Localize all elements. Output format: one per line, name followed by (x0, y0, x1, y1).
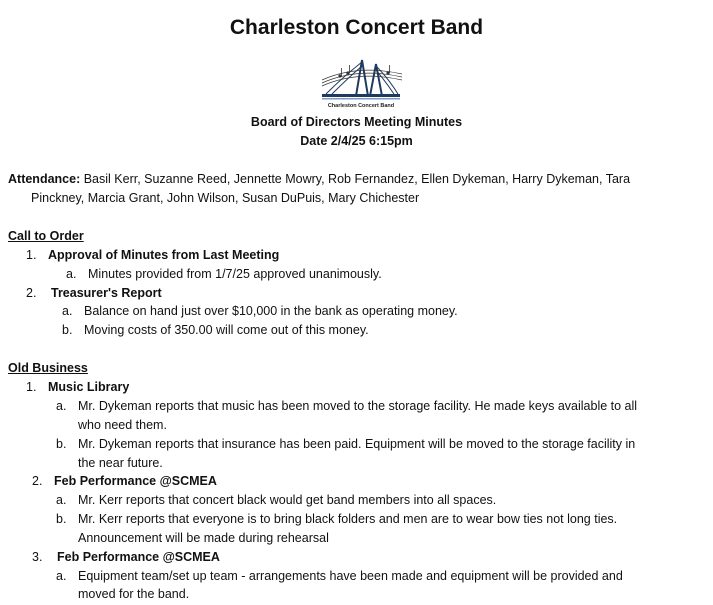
section-heading-old-business: Old Business (8, 361, 88, 375)
attendance-label: Attendance: (8, 172, 81, 186)
meeting-date: Date 2/4/25 6:15pm (300, 134, 413, 148)
agenda-item-title: Feb Performance @SCMEA (54, 474, 217, 488)
sub-item-text-cont: the near future. (78, 456, 163, 470)
sub-item-letter: b. (62, 323, 73, 337)
agenda-item-number: 2. (26, 286, 37, 300)
sub-item-letter: b. (56, 437, 67, 451)
agenda-item-number: 1. (26, 248, 37, 262)
sub-item-letter: a. (56, 493, 67, 507)
attendance-line-1 (8, 170, 630, 189)
agenda-item-number: 3. (32, 550, 43, 564)
agenda-item-number: 1. (26, 380, 37, 394)
sub-item-text: Mr. Kerr reports that everyone is to bring black folders and men are to wear bow ties not long ties. (78, 512, 618, 526)
attendance-names-1: Basil Kerr, Suzanne Reed, Jennette Mowry, Rob Fernandez, Ellen Dykeman, Harry Dykeman, Tara (80, 172, 631, 186)
sub-item-text-cont: Announcement will be made during rehearsal (78, 531, 329, 545)
agenda-item-title: Feb Performance @SCMEA (57, 550, 220, 564)
band-logo (318, 50, 404, 112)
section-heading-call-to-order: Call to Order (8, 229, 84, 243)
sub-item-letter: a. (56, 569, 67, 583)
sub-item-text: Mr. Dykeman reports that music has been moved to the storage facility. He made keys available to all (78, 399, 638, 413)
sub-item-text: Minutes provided from 1/7/25 approved unanimously. (88, 267, 382, 281)
sub-item-text: Equipment team/set up team - arrangements have been made and equipment will be provided and (78, 569, 623, 583)
sub-item-text-cont: moved for the band. (78, 587, 190, 601)
agenda-item-title: Treasurer's Report (51, 286, 162, 300)
attendance-names-2: Pinckney, Marcia Grant, John Wilson, Susan DuPuis, Mary Chichester (31, 191, 420, 205)
sub-item-text-cont: who need them. (78, 418, 167, 432)
meeting-subtitle: Board of Directors Meeting Minutes (250, 115, 463, 129)
agenda-item-title: Approval of Minutes from Last Meeting (48, 248, 280, 262)
logo-text: Charleston Concert Band (327, 103, 395, 109)
sub-item-text: Balance on hand just over $10,000 in the bank as operating money. (84, 304, 458, 318)
agenda-item-number: 2. (32, 474, 43, 488)
agenda-item-title: Music Library (48, 380, 130, 394)
sub-item-letter: a. (56, 399, 67, 413)
sub-item-letter: a. (62, 304, 73, 318)
sub-item-letter: b. (56, 512, 67, 526)
sub-item-text: Mr. Kerr reports that concert black would get band members into all spaces. (78, 493, 497, 507)
sub-item-letter: a. (66, 267, 77, 281)
sub-item-text: Mr. Dykeman reports that insurance has been paid. Equipment will be moved to the storage facility in (78, 437, 636, 451)
document-title: Charleston Concert Band (229, 16, 484, 39)
sub-item-text: Moving costs of 350.00 will come out of this money. (84, 323, 369, 337)
